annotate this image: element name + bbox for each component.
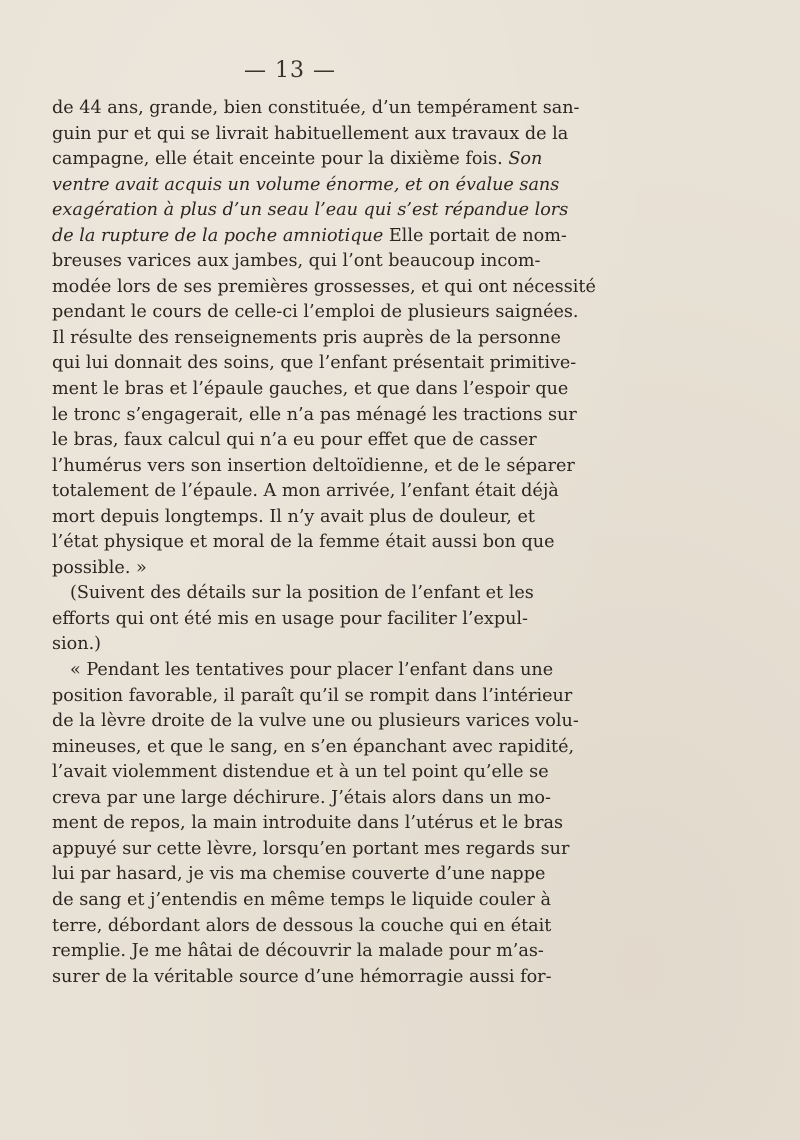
text-line: efforts qui ont été mis en usage pour faciliter l’expul- [52, 608, 529, 629]
text-line: « Pendant les tentatives pour placer l’enfant dans une [70, 660, 554, 681]
text-line: possible. » [52, 557, 147, 578]
italic-text-segment: de la rupture de la poche amniotique [52, 225, 384, 246]
text-line: de sang et j’entendis en même temps le liquide couler à [52, 889, 552, 910]
text-line: l’état physique et moral de la femme était aussi bon que [52, 532, 555, 553]
text-line: guin pur et qui se livrait habituellement aux travaux de la [52, 123, 569, 144]
text-line [52, 147, 543, 173]
text-line: le tronc s’engagerait, elle n’a pas ménagé les tractions sur [52, 404, 577, 425]
text-line: l’humérus vers son insertion deltoïdienne, et de le séparer [52, 455, 575, 476]
text-line: lui par hasard, je vis ma chemise couverte d’une nappe [52, 864, 546, 885]
text-line: le bras, faux calcul qui n’a eu pour effet que de casser [52, 430, 537, 451]
body-text [52, 96, 596, 990]
text-line: breuses varices aux jambes, qui l’ont beaucoup incom- [52, 251, 541, 272]
text-line: mineuses, et que le sang, en s’en épanchant avec rapidité, [52, 736, 575, 757]
text-line: creva par une large déchirure. J’étais alors dans un mo- [52, 787, 551, 808]
text-line: sion.) [52, 634, 102, 655]
text-line: ment de repos, la main introduite dans l’utérus et le bras [52, 813, 564, 834]
text-line: position favorable, il paraît qu’il se rompit dans l’intérieur [52, 685, 573, 706]
text-line: surer de la véritable source d’une hémorragie aussi for- [52, 966, 552, 987]
text-segment: Elle portait de nom- [383, 225, 567, 246]
text-line: qui lui donnait des soins, que l’enfant présentait primitive- [52, 353, 577, 374]
text-line: terre, débordant alors de dessous la couche qui en était [52, 915, 552, 936]
text-line: totalement de l’épaule. A mon arrivée, l’enfant était déjà [52, 481, 559, 502]
text-line: Il résulte des renseignements pris auprès de la personne [52, 327, 561, 348]
text-line: ment le bras et l’épaule gauches, et que dans l’espoir que [52, 379, 569, 400]
text-line: appuyé sur cette lèvre, lorsqu’en portant mes regards sur [52, 838, 570, 859]
text-line: l’avait violemment distendue et à un tel point qu’elle se [52, 762, 549, 783]
text-line: mort depuis longtemps. Il n’y avait plus de douleur, et [52, 506, 535, 527]
text-line: de 44 ans, grande, bien constituée, d’un tempérament san- [52, 98, 580, 118]
italic-text-line: exagération à plus d’un seau l’eau qui s’est répandue lors [52, 200, 569, 221]
text-line: pendant le cours de celle-ci l’emploi de plusieurs saignées. [52, 302, 579, 323]
text-line: (Suivent des détails sur la position de l’enfant et les [70, 583, 534, 604]
italic-text-segment: Son [508, 149, 543, 170]
text-line [52, 224, 567, 250]
text-line: modée lors de ses premières grossesses, et qui ont nécessité [52, 276, 596, 297]
text-line: de la lèvre droite de la vulve une ou plusieurs varices volu- [52, 711, 579, 732]
italic-text-line: ventre avait acquis un volume énorme, et on évalue sans [52, 174, 560, 195]
text-line: remplie. Je me hâtai de découvrir la malade pour m’as- [52, 941, 544, 962]
text-segment: campagne, elle était enceinte pour la dixième fois. [52, 149, 509, 170]
page-number: — 13 — [244, 58, 336, 83]
